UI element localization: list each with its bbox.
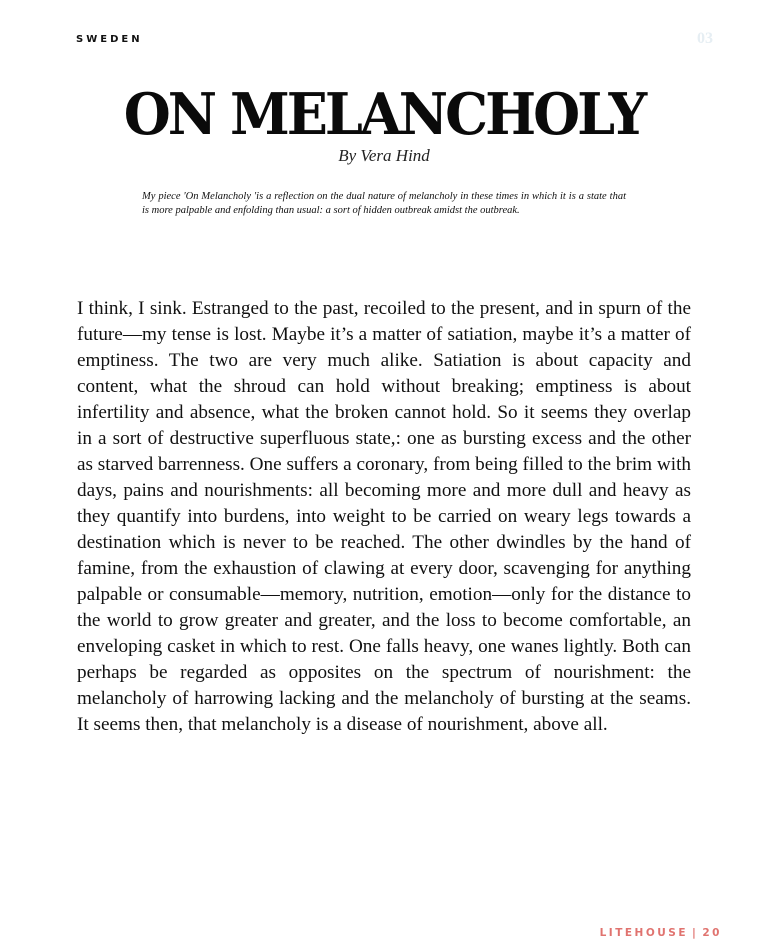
page-marker: 03 [697,30,713,47]
page-number: 20 [702,927,722,939]
footer-separator: | [692,927,699,939]
page-footer [600,927,722,939]
article-byline: By Vera Hind [338,146,430,165]
publication-name: LITEHOUSE [599,927,689,939]
article-intro: My piece 'On Melancholy 'is a reflection on the dual nature of melancholy in these times in which it is a state that is more palpable and enfolding than usual: a sort of hidden outbreak amidst the outbreak. [142,191,626,216]
section-label: SWEDEN [76,34,143,45]
article-body: I think, I sink. Estranged to the past, recoiled to the present, and in spurn of the future—my tense is lost. Maybe it’s a matter of satiation, maybe it’s a matter of emptiness. The two are very much alike. Satiation is about capacity and content, what the shroud can hold without breaking; emptiness is about infertility and absence, what the broken cannot hold. So it seems they overlap in a sort of destructive superfluous state,: one as bursting excess and the other as starved barrenness. One suffers a coronary, from being filled to the brim with days, pains and nourishments: all becoming more and more dull and heavy as they quantify into burdens, into weight to be carried on weary legs towards a destination which is never to be reached. The other dwindles by the hand of famine, from the exhaustion of clawing at every door, scavenging for anything palpable or consumable—memory, nutrition, emotion—only for the distance to the world to grow greater and greater, and the loss to become comfortable, an enveloping casket in which to rest. One falls heavy, one wanes lightly. Both can perhaps be regarded as opposites on the spectrum of nourishment: the melancholy of harrowing lacking and the melancholy of bursting at the seams. It seems then, that melancholy is a disease of nourishment, above all. [77,298,691,735]
article-title: ON MELANCHOLY [123,80,645,148]
